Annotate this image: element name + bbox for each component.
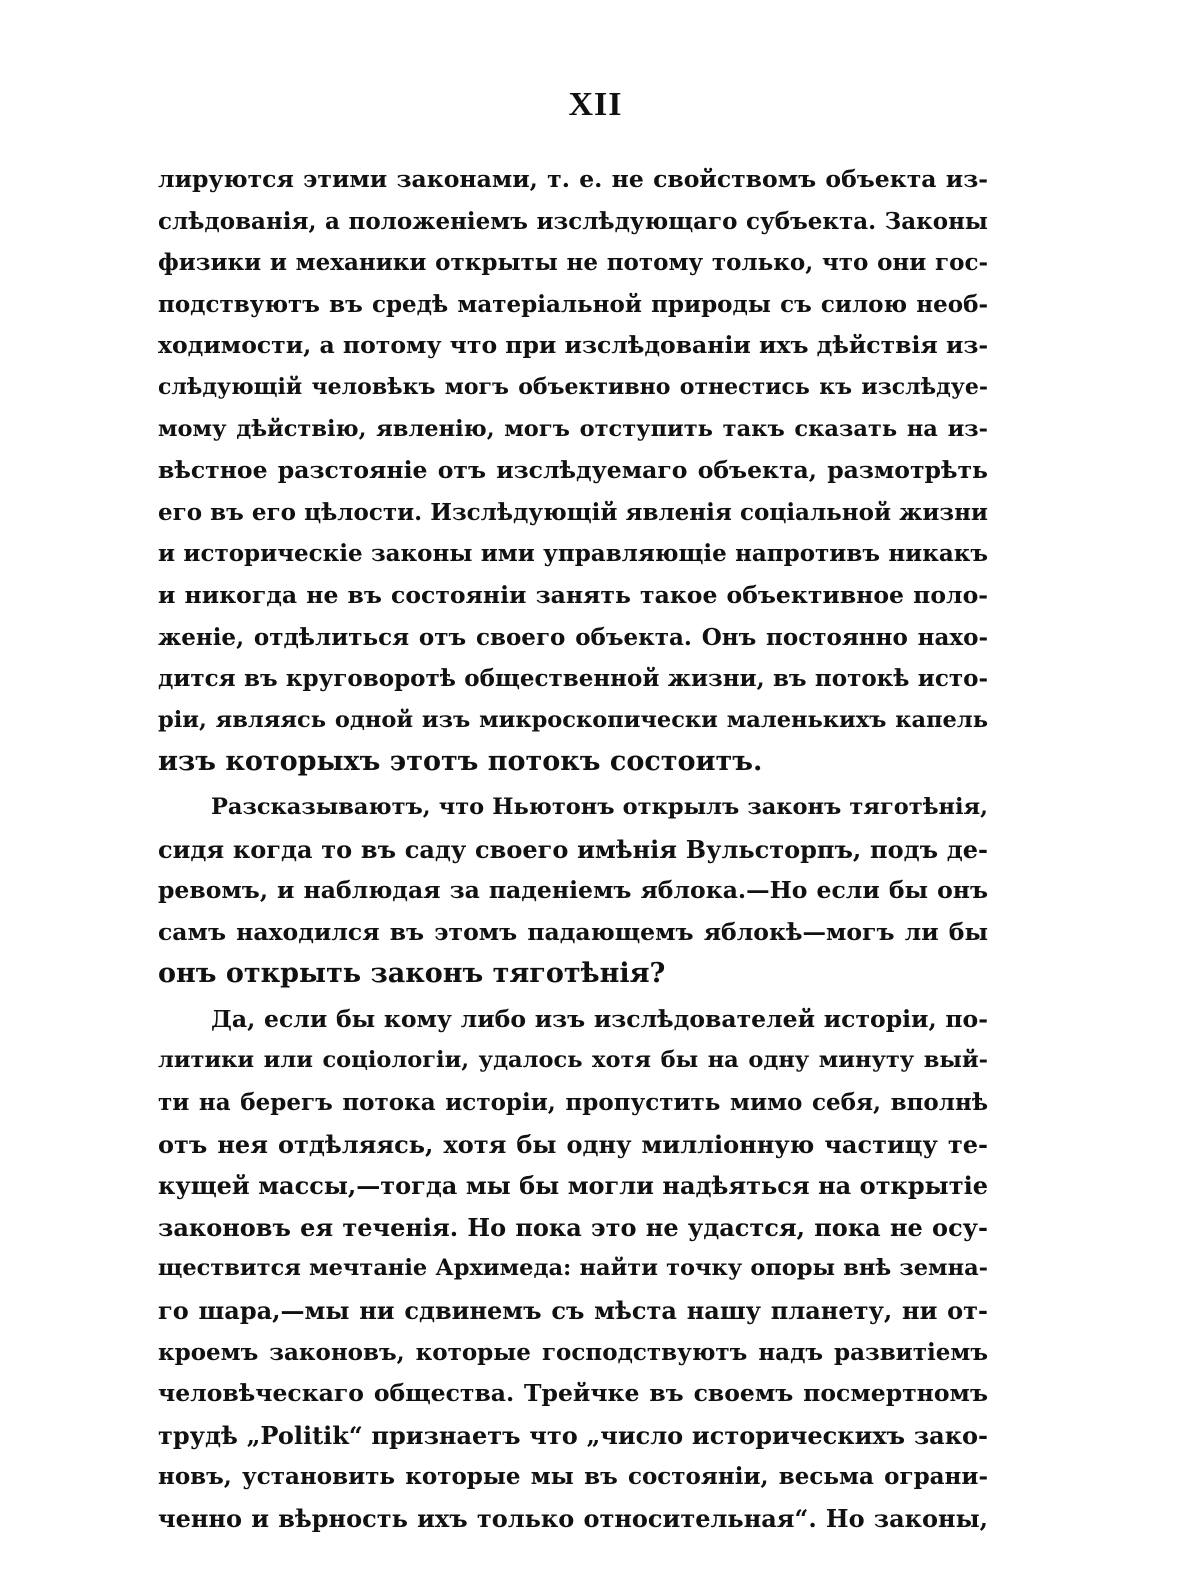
text-line: ріи, являясь одной изъ микроскопически маленькихъ капель	[158, 706, 988, 733]
text-line: и никогда не въ состояніи занять такое объективное поло-	[158, 580, 988, 609]
text-line: дится въ круговоротѣ общественной жизни, въ потокѣ исто-	[158, 665, 988, 693]
text-line: онъ открыть законъ тяготѣнія?	[158, 958, 666, 990]
text-line: слѣдующій человѣкъ могъ объективно отнестись къ изслѣдуе-	[158, 373, 988, 400]
text-line: ходимости, а потому что при изслѣдованіи ихъ дѣйствія из-	[158, 331, 988, 360]
text-line: го шара,—мы ни сдвинемъ съ мѣста нашу планету, ни от-	[158, 1296, 988, 1326]
text-line: Да, если бы кому либо изъ изслѣдователей исторіи, по-	[211, 1004, 988, 1033]
text-line: физики и механики открыты не потому только, что они гос-	[158, 249, 988, 277]
text-line: изъ которыхъ этотъ потокъ состоитъ.	[158, 746, 763, 778]
text-line: отъ нея отдѣляясь, хотя бы одну милліонную частицу те-	[158, 1129, 988, 1159]
text-line: слѣдованія, а положеніемъ изслѣдующаго субъекта. Законы	[158, 207, 988, 235]
text-line: кроемъ законовъ, которые господствуютъ надъ развитіемъ	[158, 1338, 988, 1366]
text-line: Разсказываютъ, что Ньютонъ открылъ законъ тяготѣнія,	[211, 793, 988, 820]
paragraph-1	[158, 159, 988, 783]
paragraph-3	[158, 999, 988, 1540]
text-line: женіе, отдѣлиться отъ своего объекта. Онъ постоянно нахо-	[158, 623, 988, 651]
paragraph-2	[158, 787, 988, 995]
text-line: и историческіе законы ими управляющіе напротивъ никакъ	[158, 540, 988, 568]
body-text	[158, 159, 988, 1540]
text-line: литики или соціологіи, удалось хотя бы на одну минуту вый-	[158, 1047, 988, 1074]
text-line: кущей массы,—тогда мы бы могли надѣяться на открытіе	[158, 1171, 988, 1201]
text-line: его въ его цѣлости. Изслѣдующій явленія соціальной жизни	[158, 498, 988, 526]
text-line: законовъ ея теченія. Но пока это не удастся, пока не осу-	[158, 1212, 988, 1242]
text-line: самъ находился въ этомъ падающемъ яблокѣ—могъ ли бы	[158, 917, 988, 946]
page-number: XII	[568, 86, 623, 123]
text-line: трудѣ „Politik“ признаетъ что „число историческихъ зако-	[158, 1420, 988, 1450]
text-line: ти на берегъ потока исторіи, пропустить мимо себя, вполнѣ	[158, 1089, 988, 1117]
text-line: мому дѣйствію, явленію, могъ отступить такъ сказать на из-	[158, 415, 988, 442]
text-line: ревомъ, и наблюдая за паденіемъ яблока.—Но если бы онъ	[158, 876, 988, 905]
text-line: вѣстное разстояніе отъ изслѣдуемаго объекта, размотрѣть	[158, 456, 988, 485]
text-line: сидя когда то въ саду своего имѣнія Вульсторпъ, подъ де-	[158, 834, 988, 864]
text-line: ществится мечтаніе Архимеда: найти точку опоры внѣ земна-	[158, 1255, 988, 1282]
text-line: новъ, установить которые мы въ состояніи, весьма ограни-	[158, 1463, 988, 1491]
text-line: лируются этими законами, т. е. не свойствомъ объекта из-	[158, 165, 988, 193]
text-line: ченно и вѣрность ихъ только относительная“. Но законы,	[158, 1504, 988, 1533]
text-line: человѣческаго общества. Трейчке въ своемъ посмертномъ	[158, 1379, 988, 1408]
text-line: подствуютъ въ средѣ матеріальной природы съ силою необ-	[158, 290, 988, 318]
